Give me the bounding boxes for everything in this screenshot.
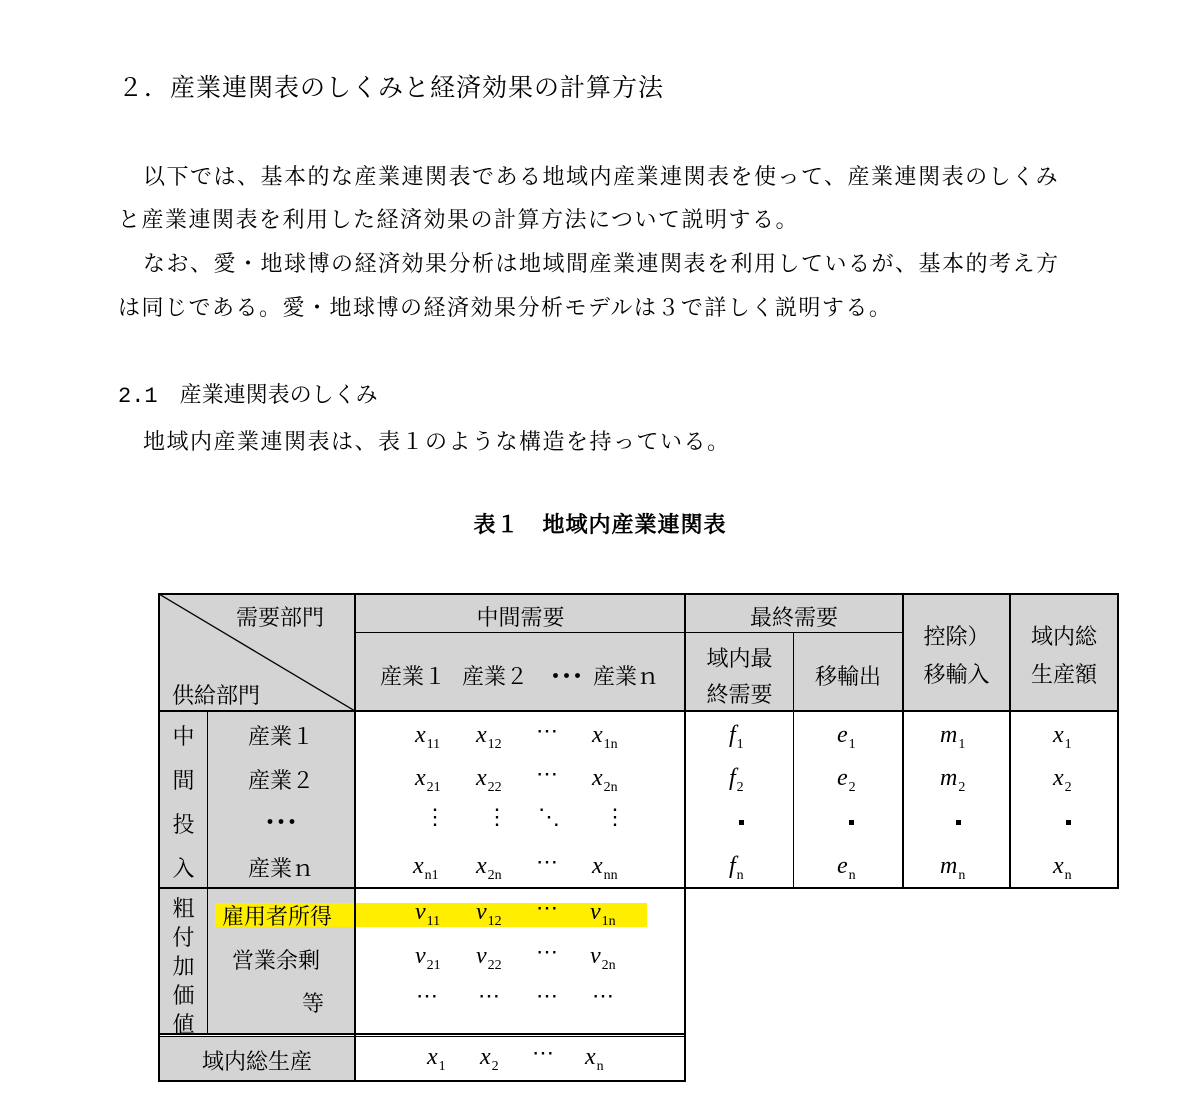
hdots: ⋯	[536, 849, 558, 874]
intermediate-demand-header: 中間需要	[476, 606, 565, 631]
hdots: ⋯	[416, 983, 438, 1008]
value-added-char: 加	[172, 955, 195, 980]
hdots: ⋯	[478, 983, 500, 1008]
table-caption: 表１ 地域内産業連関表	[473, 513, 727, 538]
cell-v2n: $v_{2n}$	[590, 943, 616, 973]
cell-x1n: $x_{1n}$	[592, 722, 618, 752]
value-added-char: 価	[172, 984, 195, 1009]
cell-e2: $e_2$	[837, 765, 856, 795]
table-line	[1117, 593, 1119, 889]
cell-f1: $f_1$	[729, 722, 744, 752]
cell-x21: $x_{21}$	[415, 765, 441, 795]
hdots: ⋯	[532, 1040, 554, 1065]
paragraph-2-line-1: なお、愛・地球博の経済効果分析は地域間産業連関表を利用しているが、基本的考え方	[143, 252, 1060, 277]
cell-x2-total: $x_2$	[1053, 765, 1072, 795]
final-demand-header: 最終需要	[749, 606, 838, 631]
table-line	[355, 632, 903, 633]
cell-xn-total: $x_n$	[1053, 853, 1072, 883]
imports-header-line1: 控除）	[923, 625, 990, 650]
table-line	[158, 1033, 685, 1035]
row-operating-surplus: 営業余剰	[232, 949, 321, 974]
col-industry-n: 産業ｎ	[593, 665, 660, 690]
cell-f2: $f_2$	[729, 765, 744, 795]
cell-x1-total: $x_1$	[1053, 722, 1072, 752]
intermediate-input-char: 中	[172, 725, 195, 750]
exports-header: 移輸出	[814, 665, 881, 690]
value-added-char: 付	[172, 926, 195, 951]
row-industry-1: 産業１	[247, 725, 314, 750]
total-output-header-line1: 域内総	[1030, 625, 1097, 650]
hdots: ⋯	[536, 718, 558, 743]
paragraph-1-line-2: と産業連関表を利用した経済効果の計算方法について説明する。	[118, 208, 800, 233]
cell-xnn: $x_{nn}$	[592, 853, 618, 883]
vdots: ⋮	[486, 804, 508, 829]
vdots: ⋮	[604, 804, 626, 829]
value-added-char: 粗	[172, 897, 195, 922]
paragraph-1-line-1: 以下では、基本的な産業連関表である地域内産業連関表を使って、産業連関表のしくみ	[143, 165, 1060, 190]
intermediate-input-char: 間	[172, 769, 195, 794]
cell-gdp-x2: $x_2$	[480, 1044, 499, 1074]
vertical-dot	[739, 820, 744, 825]
hdots: ⋯	[536, 895, 558, 920]
intermediate-input-char: 入	[172, 857, 195, 882]
row-industry-n: 産業ｎ	[247, 857, 314, 882]
imports-header-line2: 移輸入	[923, 663, 990, 688]
cell-v21: $v_{21}$	[415, 943, 441, 973]
cell-xn1: $x_{n1}$	[413, 853, 439, 883]
cell-x2n-last: $x_{2n}$	[476, 853, 502, 883]
hdots: ⋯	[536, 939, 558, 964]
table-line	[158, 1036, 685, 1037]
paragraph-2-line-2: は同じである。愛・地球博の経済効果分析モデルは３で詳しく説明する。	[118, 296, 893, 321]
value-added-char: 値	[172, 1013, 195, 1038]
vertical-dot	[849, 820, 854, 825]
hdots: ⋯	[536, 983, 558, 1008]
cell-en: $e_n$	[837, 853, 856, 883]
intermediate-input-char: 投	[172, 813, 195, 838]
cell-mn: $m_n$	[940, 853, 966, 883]
col-industry-2: 産業２	[462, 665, 529, 690]
cell-gdp-xn: $x_n$	[585, 1044, 604, 1074]
cell-x11: $x_{11}$	[415, 722, 441, 752]
row-gross-regional-product: 域内総生産	[201, 1050, 312, 1075]
col-industry-ellipsis: ･･･	[550, 665, 584, 690]
hdots: ⋯	[592, 983, 614, 1008]
cell-m2: $m_2$	[940, 765, 966, 795]
col-industry-1: 産業１	[380, 665, 447, 690]
cell-e1: $e_1$	[837, 722, 856, 752]
cell-v22: $v_{22}$	[476, 943, 502, 973]
regional-final-demand-line2: 終需要	[706, 683, 773, 708]
cell-v1n: $v_{1n}$	[590, 899, 616, 929]
vertical-dot	[1066, 820, 1071, 825]
row-employee-income: 雇用者所得	[222, 905, 333, 930]
row-industry-2: 産業２	[247, 769, 314, 794]
cell-x22: $x_{22}$	[476, 765, 502, 795]
regional-final-demand-line1: 域内最	[706, 647, 773, 672]
section-number: 2.1	[118, 384, 158, 409]
ddots: ⋱	[538, 804, 560, 829]
page-heading: ２．産業連関表のしくみと経済効果の計算方法	[118, 73, 665, 102]
cell-v11: $v_{11}$	[415, 899, 441, 929]
section-title: 産業連関表のしくみ	[179, 383, 378, 408]
row-etc: 等	[302, 992, 325, 1017]
table-line	[158, 1080, 685, 1082]
supply-sector-label: 供給部門	[172, 684, 261, 709]
vertical-dot	[956, 820, 961, 825]
table-line	[158, 887, 1119, 889]
hdots: ⋯	[536, 761, 558, 786]
cell-x2n: $x_{2n}$	[592, 765, 618, 795]
cell-m1: $m_1$	[940, 722, 966, 752]
cell-x12: $x_{12}$	[476, 722, 502, 752]
cell-v12: $v_{12}$	[476, 899, 502, 929]
section-text: 地域内産業連関表は、表１のような構造を持っている。	[143, 430, 731, 455]
cell-fn: $f_n$	[729, 853, 744, 883]
demand-sector-label: 需要部門	[236, 606, 325, 631]
total-output-header-line2: 生産額	[1030, 663, 1097, 688]
vdots: ⋮	[424, 804, 446, 829]
row-industry-ellipsis: ･･･	[264, 811, 298, 836]
cell-gdp-x1: $x_1$	[427, 1044, 446, 1074]
